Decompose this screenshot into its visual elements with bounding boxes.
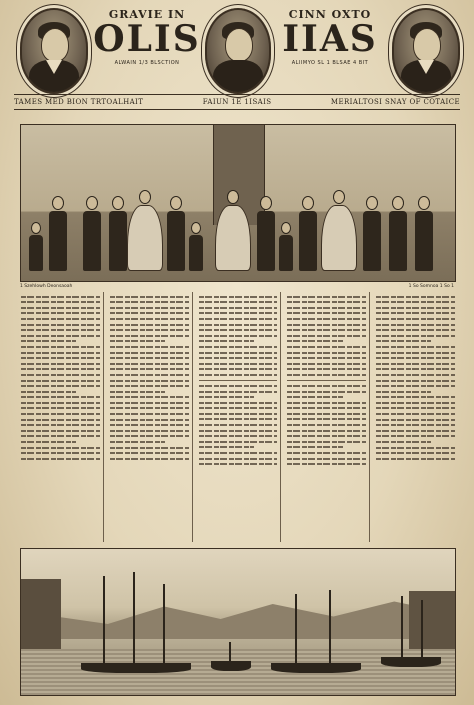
text-line — [21, 307, 100, 309]
text-line — [199, 335, 278, 337]
text-line — [376, 340, 431, 342]
text-line — [199, 418, 278, 420]
text-line — [376, 346, 455, 348]
masthead — [14, 6, 460, 106]
text-line — [376, 452, 455, 454]
lead-caption-left: 1 Szehlowh Deonsaoah — [20, 283, 73, 289]
text-line — [110, 346, 189, 348]
text-line — [287, 296, 366, 298]
figure — [29, 222, 43, 271]
figure — [257, 196, 275, 271]
text-line — [21, 391, 76, 393]
text-line — [287, 301, 366, 303]
text-line — [199, 430, 278, 432]
text-line — [21, 301, 100, 303]
text-line — [21, 329, 100, 331]
text-line — [199, 374, 278, 376]
text-line — [21, 363, 100, 365]
text-line — [21, 441, 76, 443]
text-line — [376, 424, 455, 426]
text-line — [199, 363, 278, 365]
text-line — [376, 435, 455, 437]
text-line — [21, 312, 100, 314]
portrait-center — [205, 8, 271, 94]
text-line — [110, 402, 189, 404]
text-line — [21, 402, 100, 404]
column-divider — [199, 380, 278, 381]
text-line — [199, 352, 278, 354]
text-line — [21, 357, 100, 359]
text-line — [376, 430, 455, 432]
text-line — [110, 352, 189, 354]
right-tiny-line: ALIIMYO SL 1 BLSAE 4 BIT — [291, 60, 369, 66]
text-line — [21, 396, 100, 398]
text-line — [21, 407, 100, 409]
text-line — [110, 452, 189, 454]
portrait-right — [392, 8, 460, 94]
text-line — [110, 419, 189, 421]
figure — [215, 190, 251, 271]
text-line — [287, 368, 366, 370]
ship — [271, 589, 361, 673]
text-line — [21, 318, 100, 320]
text-line — [21, 419, 100, 421]
text-line — [199, 357, 278, 359]
text-line — [110, 430, 189, 432]
text-line — [287, 446, 342, 448]
text-line — [110, 385, 189, 387]
text-line — [110, 312, 189, 314]
text-line — [287, 312, 366, 314]
text-line — [376, 380, 455, 382]
figure — [389, 196, 407, 271]
text-line — [199, 446, 254, 448]
text-line — [199, 340, 254, 342]
strap-left-text: TAMES MED BION TRTOALHAIT — [14, 98, 144, 106]
text-line — [287, 363, 366, 365]
ship — [381, 593, 441, 667]
lead-caption — [20, 282, 454, 290]
text-line — [376, 324, 455, 326]
text-line — [199, 402, 278, 404]
column-2 — [107, 292, 193, 542]
text-line — [110, 413, 189, 415]
text-line — [110, 329, 189, 331]
text-line — [376, 329, 455, 331]
text-line — [21, 324, 100, 326]
text-line — [21, 296, 100, 298]
text-line — [287, 374, 366, 376]
harbor-illustration — [20, 548, 456, 696]
text-line — [199, 407, 278, 409]
text-line — [376, 312, 455, 314]
text-line — [376, 441, 431, 443]
text-line — [287, 329, 366, 331]
text-line — [110, 374, 189, 376]
text-line — [110, 441, 165, 443]
column-4 — [284, 292, 370, 542]
right-title: IIAS — [282, 18, 378, 60]
text-line — [199, 424, 278, 426]
text-line — [21, 380, 100, 382]
text-line — [287, 346, 366, 348]
text-line — [199, 296, 278, 298]
left-small-heading: GRAVIE IN — [108, 8, 186, 21]
figure — [279, 222, 293, 271]
text-line — [287, 458, 366, 460]
text-line — [110, 363, 189, 365]
text-line — [110, 396, 189, 398]
text-line — [110, 301, 189, 303]
text-line — [287, 385, 366, 387]
text-line — [199, 452, 278, 454]
text-line — [199, 463, 278, 465]
ship — [81, 573, 191, 673]
text-line — [21, 374, 100, 376]
text-line — [199, 441, 278, 443]
text-line — [110, 447, 189, 449]
figure — [321, 190, 357, 271]
text-line — [199, 329, 278, 331]
text-line — [287, 418, 366, 420]
text-columns — [18, 292, 458, 542]
text-line — [110, 391, 165, 393]
boat — [211, 641, 251, 671]
figure — [189, 222, 203, 271]
text-line — [287, 352, 366, 354]
text-line — [376, 363, 455, 365]
text-line — [376, 419, 455, 421]
text-line — [287, 463, 366, 465]
column-3 — [196, 292, 282, 542]
left-title: OLIS — [93, 18, 201, 60]
left-tiny-line: ALWAIN 1/3 BLSCTION — [114, 60, 180, 66]
text-line — [376, 458, 455, 460]
text-line — [21, 424, 100, 426]
text-line — [376, 352, 455, 354]
text-line — [287, 340, 342, 342]
text-line — [287, 335, 366, 337]
column-5 — [373, 292, 458, 542]
text-line — [199, 391, 278, 393]
text-line — [199, 346, 278, 348]
text-line — [376, 402, 455, 404]
text-line — [110, 407, 189, 409]
portrait-left — [20, 8, 88, 94]
text-line — [376, 385, 455, 387]
text-line — [110, 458, 189, 460]
text-line — [287, 441, 366, 443]
text-line — [287, 435, 366, 437]
text-line — [21, 340, 76, 342]
text-line — [376, 407, 455, 409]
text-line — [287, 430, 366, 432]
text-line — [287, 391, 366, 393]
text-line — [199, 396, 254, 398]
text-line — [21, 452, 100, 454]
text-line — [21, 458, 100, 460]
column-divider — [287, 380, 366, 381]
column-1 — [18, 292, 104, 542]
text-line — [199, 312, 278, 314]
text-line — [110, 357, 189, 359]
text-line — [21, 430, 100, 432]
text-line — [199, 435, 278, 437]
text-line — [287, 424, 366, 426]
text-line — [376, 318, 455, 320]
text-line — [199, 368, 278, 370]
text-line — [376, 396, 455, 398]
text-line — [110, 335, 189, 337]
figure — [363, 196, 381, 271]
figure — [49, 196, 67, 271]
text-line — [376, 301, 455, 303]
text-line — [21, 368, 100, 370]
text-line — [110, 368, 189, 370]
text-line — [376, 357, 455, 359]
text-line — [287, 357, 366, 359]
text-line — [21, 335, 100, 337]
text-line — [199, 385, 278, 387]
text-line — [376, 368, 455, 370]
text-line — [287, 402, 366, 404]
text-line — [199, 318, 278, 320]
text-line — [376, 447, 455, 449]
title-block-right — [272, 6, 388, 96]
text-line — [21, 352, 100, 354]
text-line — [21, 435, 100, 437]
text-line — [199, 413, 278, 415]
town-left — [21, 579, 61, 659]
figure — [415, 196, 433, 271]
text-line — [110, 307, 189, 309]
text-line — [110, 324, 189, 326]
lead-illustration — [20, 124, 456, 282]
text-line — [21, 346, 100, 348]
text-line — [376, 374, 455, 376]
figure — [299, 196, 317, 271]
text-line — [287, 452, 366, 454]
text-line — [110, 296, 189, 298]
strap-center-text: FAIUN 1E 1ISAIS — [202, 98, 272, 106]
text-line — [287, 318, 366, 320]
text-line — [199, 301, 278, 303]
strap-right-text: MERIALTOSI SNAY OF COTAICE — [330, 98, 460, 106]
text-line — [376, 335, 455, 337]
text-line — [376, 307, 455, 309]
text-line — [21, 413, 100, 415]
masthead-strap — [14, 94, 460, 110]
text-line — [110, 318, 189, 320]
text-line — [21, 447, 100, 449]
text-line — [21, 385, 100, 387]
text-line — [199, 307, 278, 309]
text-line — [287, 396, 342, 398]
figure — [83, 196, 101, 271]
text-line — [287, 307, 366, 309]
text-line — [376, 296, 455, 298]
text-line — [110, 340, 165, 342]
text-line — [287, 407, 366, 409]
figure — [109, 196, 127, 271]
text-line — [287, 413, 366, 415]
text-line — [376, 413, 455, 415]
figure — [127, 190, 163, 271]
text-line — [199, 458, 278, 460]
figure — [167, 196, 185, 271]
text-line — [287, 324, 366, 326]
lead-caption-right: 1 So Somnoa 1 So 1 — [408, 283, 454, 289]
text-line — [110, 424, 189, 426]
text-line — [110, 435, 189, 437]
text-line — [110, 380, 189, 382]
text-line — [376, 391, 431, 393]
right-small-heading: CINN OXTO — [288, 8, 372, 21]
text-line — [199, 324, 278, 326]
title-block-left — [92, 6, 202, 96]
